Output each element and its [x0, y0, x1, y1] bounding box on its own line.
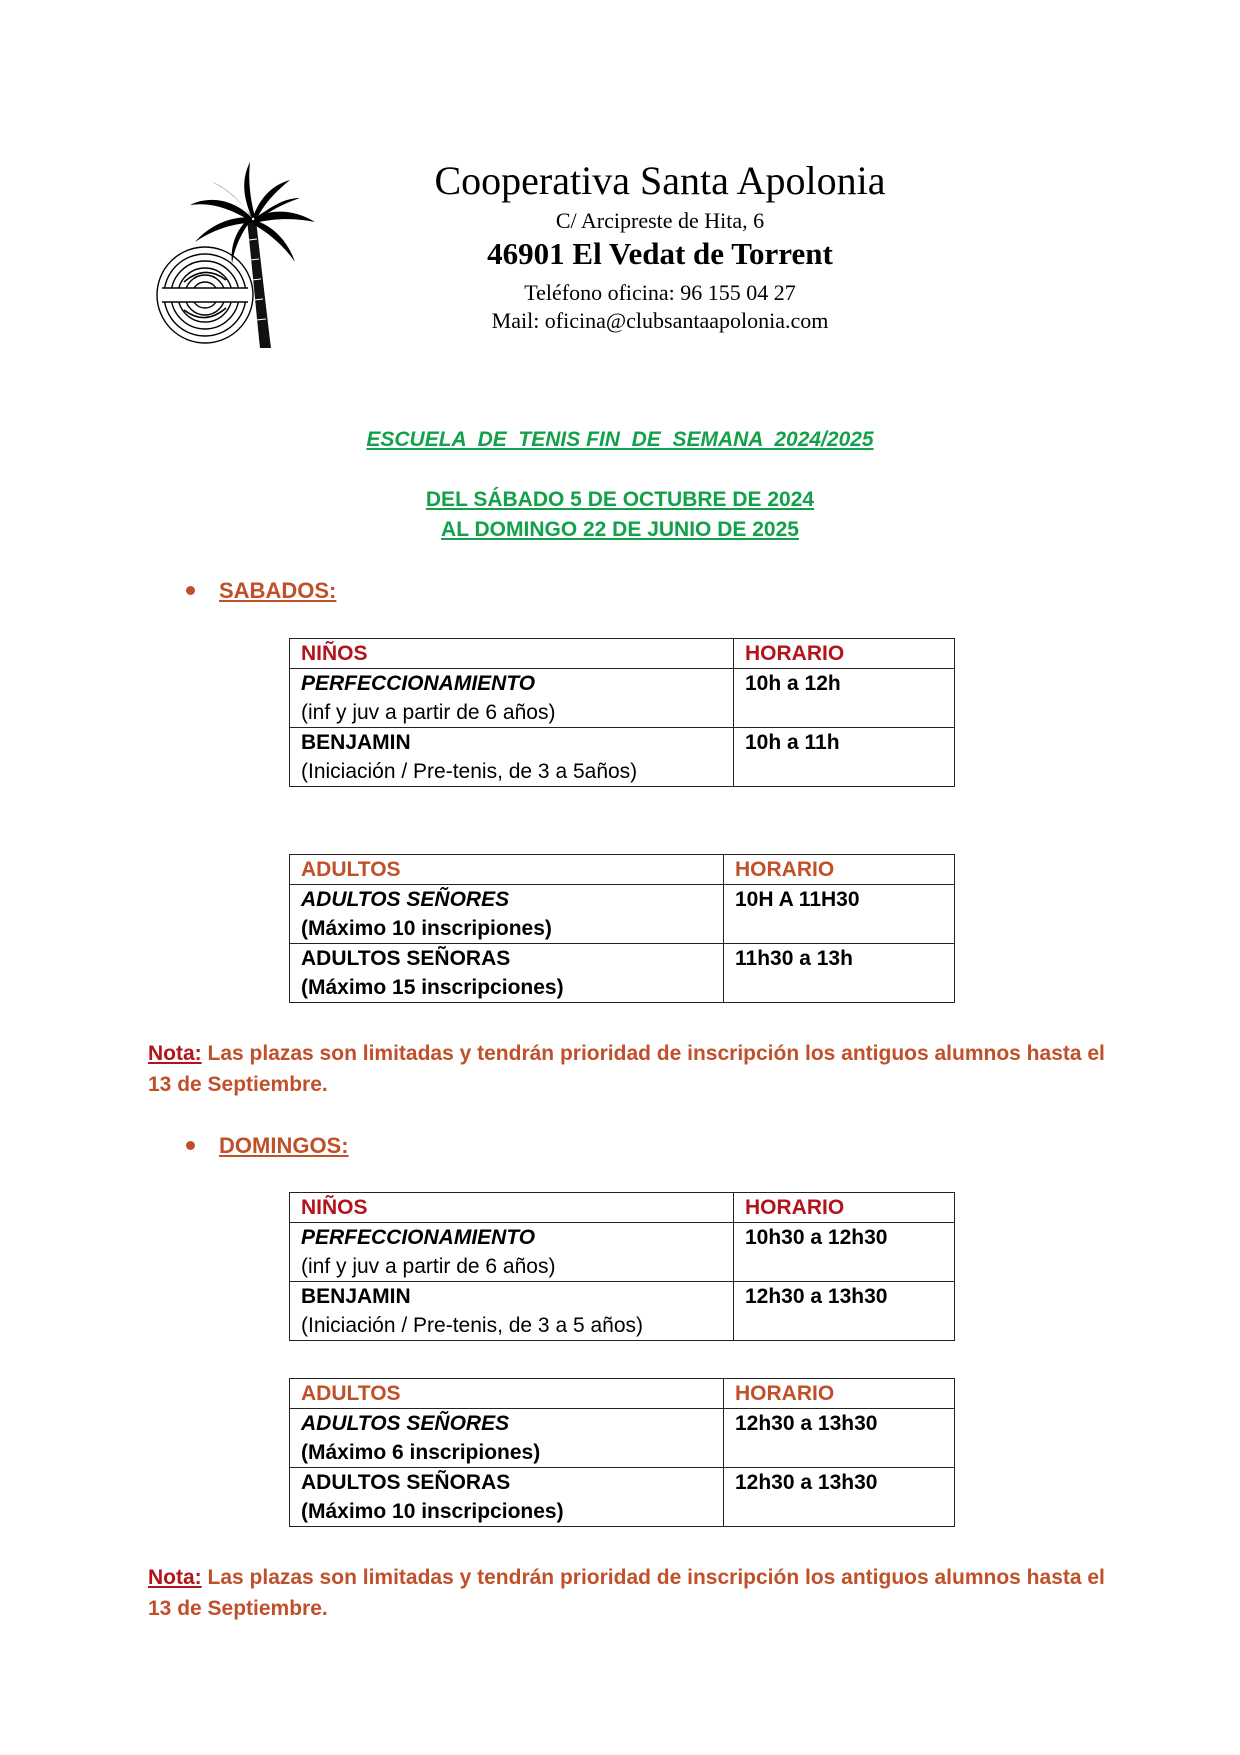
organization-name: Cooperativa Santa Apolonia — [434, 158, 886, 203]
table-cell — [290, 1468, 724, 1527]
palm-tree-logo-icon — [150, 160, 325, 355]
course-time: 12h30 a 13h30 — [724, 1468, 955, 1527]
course-time: 10h a 12h — [734, 669, 955, 728]
table-cell — [290, 1282, 734, 1341]
table-cell — [290, 728, 734, 787]
table-row — [290, 944, 955, 1003]
organization-mail: Mail: oficina@clubsantaapolonia.com — [491, 308, 829, 333]
organization-city: 46901 El Vedat de Torrent — [487, 236, 833, 271]
note-text: Las plazas son limitadas y tendrán prioridad de inscripción los antiguos alumnos hasta el 13 de Septiembre. — [148, 1566, 1105, 1620]
course-name: BENJAMIN — [301, 1285, 411, 1308]
school-title: ESCUELA DE TENIS FIN DE SEMANA 2024/2025 — [366, 428, 874, 451]
course-name: ADULTOS SEÑORES — [301, 888, 510, 911]
bullet-icon — [186, 1141, 195, 1150]
table-row — [290, 669, 955, 728]
schedule-table-sabados-adultos — [289, 854, 955, 1003]
column-header: ADULTOS — [290, 1379, 724, 1409]
organization-address: C/ Arcipreste de Hita, 6 — [555, 208, 765, 233]
table-header-row — [290, 1193, 955, 1223]
table-cell — [290, 944, 724, 1003]
course-detail: (Máximo 10 inscripciones) — [301, 1500, 564, 1523]
note-label: Nota: — [148, 1566, 202, 1589]
bullet-icon — [186, 586, 195, 595]
note-domingos — [148, 1562, 1108, 1624]
section-label: SABADOS: — [219, 578, 337, 603]
course-name: ADULTOS SEÑORES — [301, 1412, 510, 1435]
column-header: NIÑOS — [290, 1193, 734, 1223]
organization-phone: Teléfono oficina: 96 155 04 27 — [524, 280, 796, 305]
note-sabados — [148, 1038, 1108, 1100]
section-sabados — [186, 578, 336, 604]
course-detail: (Máximo 10 inscripiones) — [301, 917, 552, 940]
course-time: 11h30 a 13h — [724, 944, 955, 1003]
course-detail: (Iniciación / Pre-tenis, de 3 a 5años) — [301, 760, 638, 783]
period-line-2: AL DOMINGO 22 DE JUNIO DE 2025 — [441, 518, 799, 541]
course-name: PERFECCIONAMIENTO — [301, 1226, 536, 1249]
table-row — [290, 885, 955, 944]
table-row — [290, 728, 955, 787]
table-row — [290, 1468, 955, 1527]
course-name: PERFECCIONAMIENTO — [301, 672, 536, 695]
section-label: DOMINGOS: — [219, 1133, 349, 1158]
schedule-table-domingos-ninos — [289, 1192, 955, 1341]
table-row — [290, 1409, 955, 1468]
course-name: BENJAMIN — [301, 731, 411, 754]
schedule-table-domingos-adultos — [289, 1378, 955, 1527]
note-label: Nota: — [148, 1042, 202, 1065]
table-cell — [290, 669, 734, 728]
table-header-row — [290, 639, 955, 669]
course-time: 12h30 a 13h30 — [724, 1409, 955, 1468]
table-cell — [290, 885, 724, 944]
course-name: ADULTOS SEÑORAS — [301, 1471, 511, 1494]
table-row — [290, 1223, 955, 1282]
column-header: HORARIO — [724, 1379, 955, 1409]
table-header-row — [290, 1379, 955, 1409]
course-detail: (Máximo 6 inscripiones) — [301, 1441, 541, 1464]
course-time: 10H A 11H30 — [724, 885, 955, 944]
course-detail: (Máximo 15 inscripciones) — [301, 976, 564, 999]
table-cell — [290, 1409, 724, 1468]
table-cell — [290, 1223, 734, 1282]
course-time: 10h30 a 12h30 — [734, 1223, 955, 1282]
course-name: ADULTOS SEÑORAS — [301, 947, 511, 970]
note-text: Las plazas son limitadas y tendrán prioridad de inscripción los antiguos alumnos hasta el 13 de Septiembre. — [148, 1042, 1105, 1096]
course-detail: (Iniciación / Pre-tenis, de 3 a 5 años) — [301, 1314, 644, 1337]
table-header-row — [290, 855, 955, 885]
column-header: ADULTOS — [290, 855, 724, 885]
section-domingos — [186, 1133, 349, 1159]
course-detail: (inf y juv a partir de 6 años) — [301, 1255, 556, 1278]
period-line-1: DEL SÁBADO 5 DE OCTUBRE DE 2024 — [425, 488, 815, 511]
table-row — [290, 1282, 955, 1341]
schedule-table-sabados-ninos — [289, 638, 955, 787]
column-header: NIÑOS — [290, 639, 734, 669]
column-header: HORARIO — [734, 639, 955, 669]
course-detail: (inf y juv a partir de 6 años) — [301, 701, 556, 724]
course-time: 12h30 a 13h30 — [734, 1282, 955, 1341]
course-time: 10h a 11h — [734, 728, 955, 787]
column-header: HORARIO — [734, 1193, 955, 1223]
column-header: HORARIO — [724, 855, 955, 885]
